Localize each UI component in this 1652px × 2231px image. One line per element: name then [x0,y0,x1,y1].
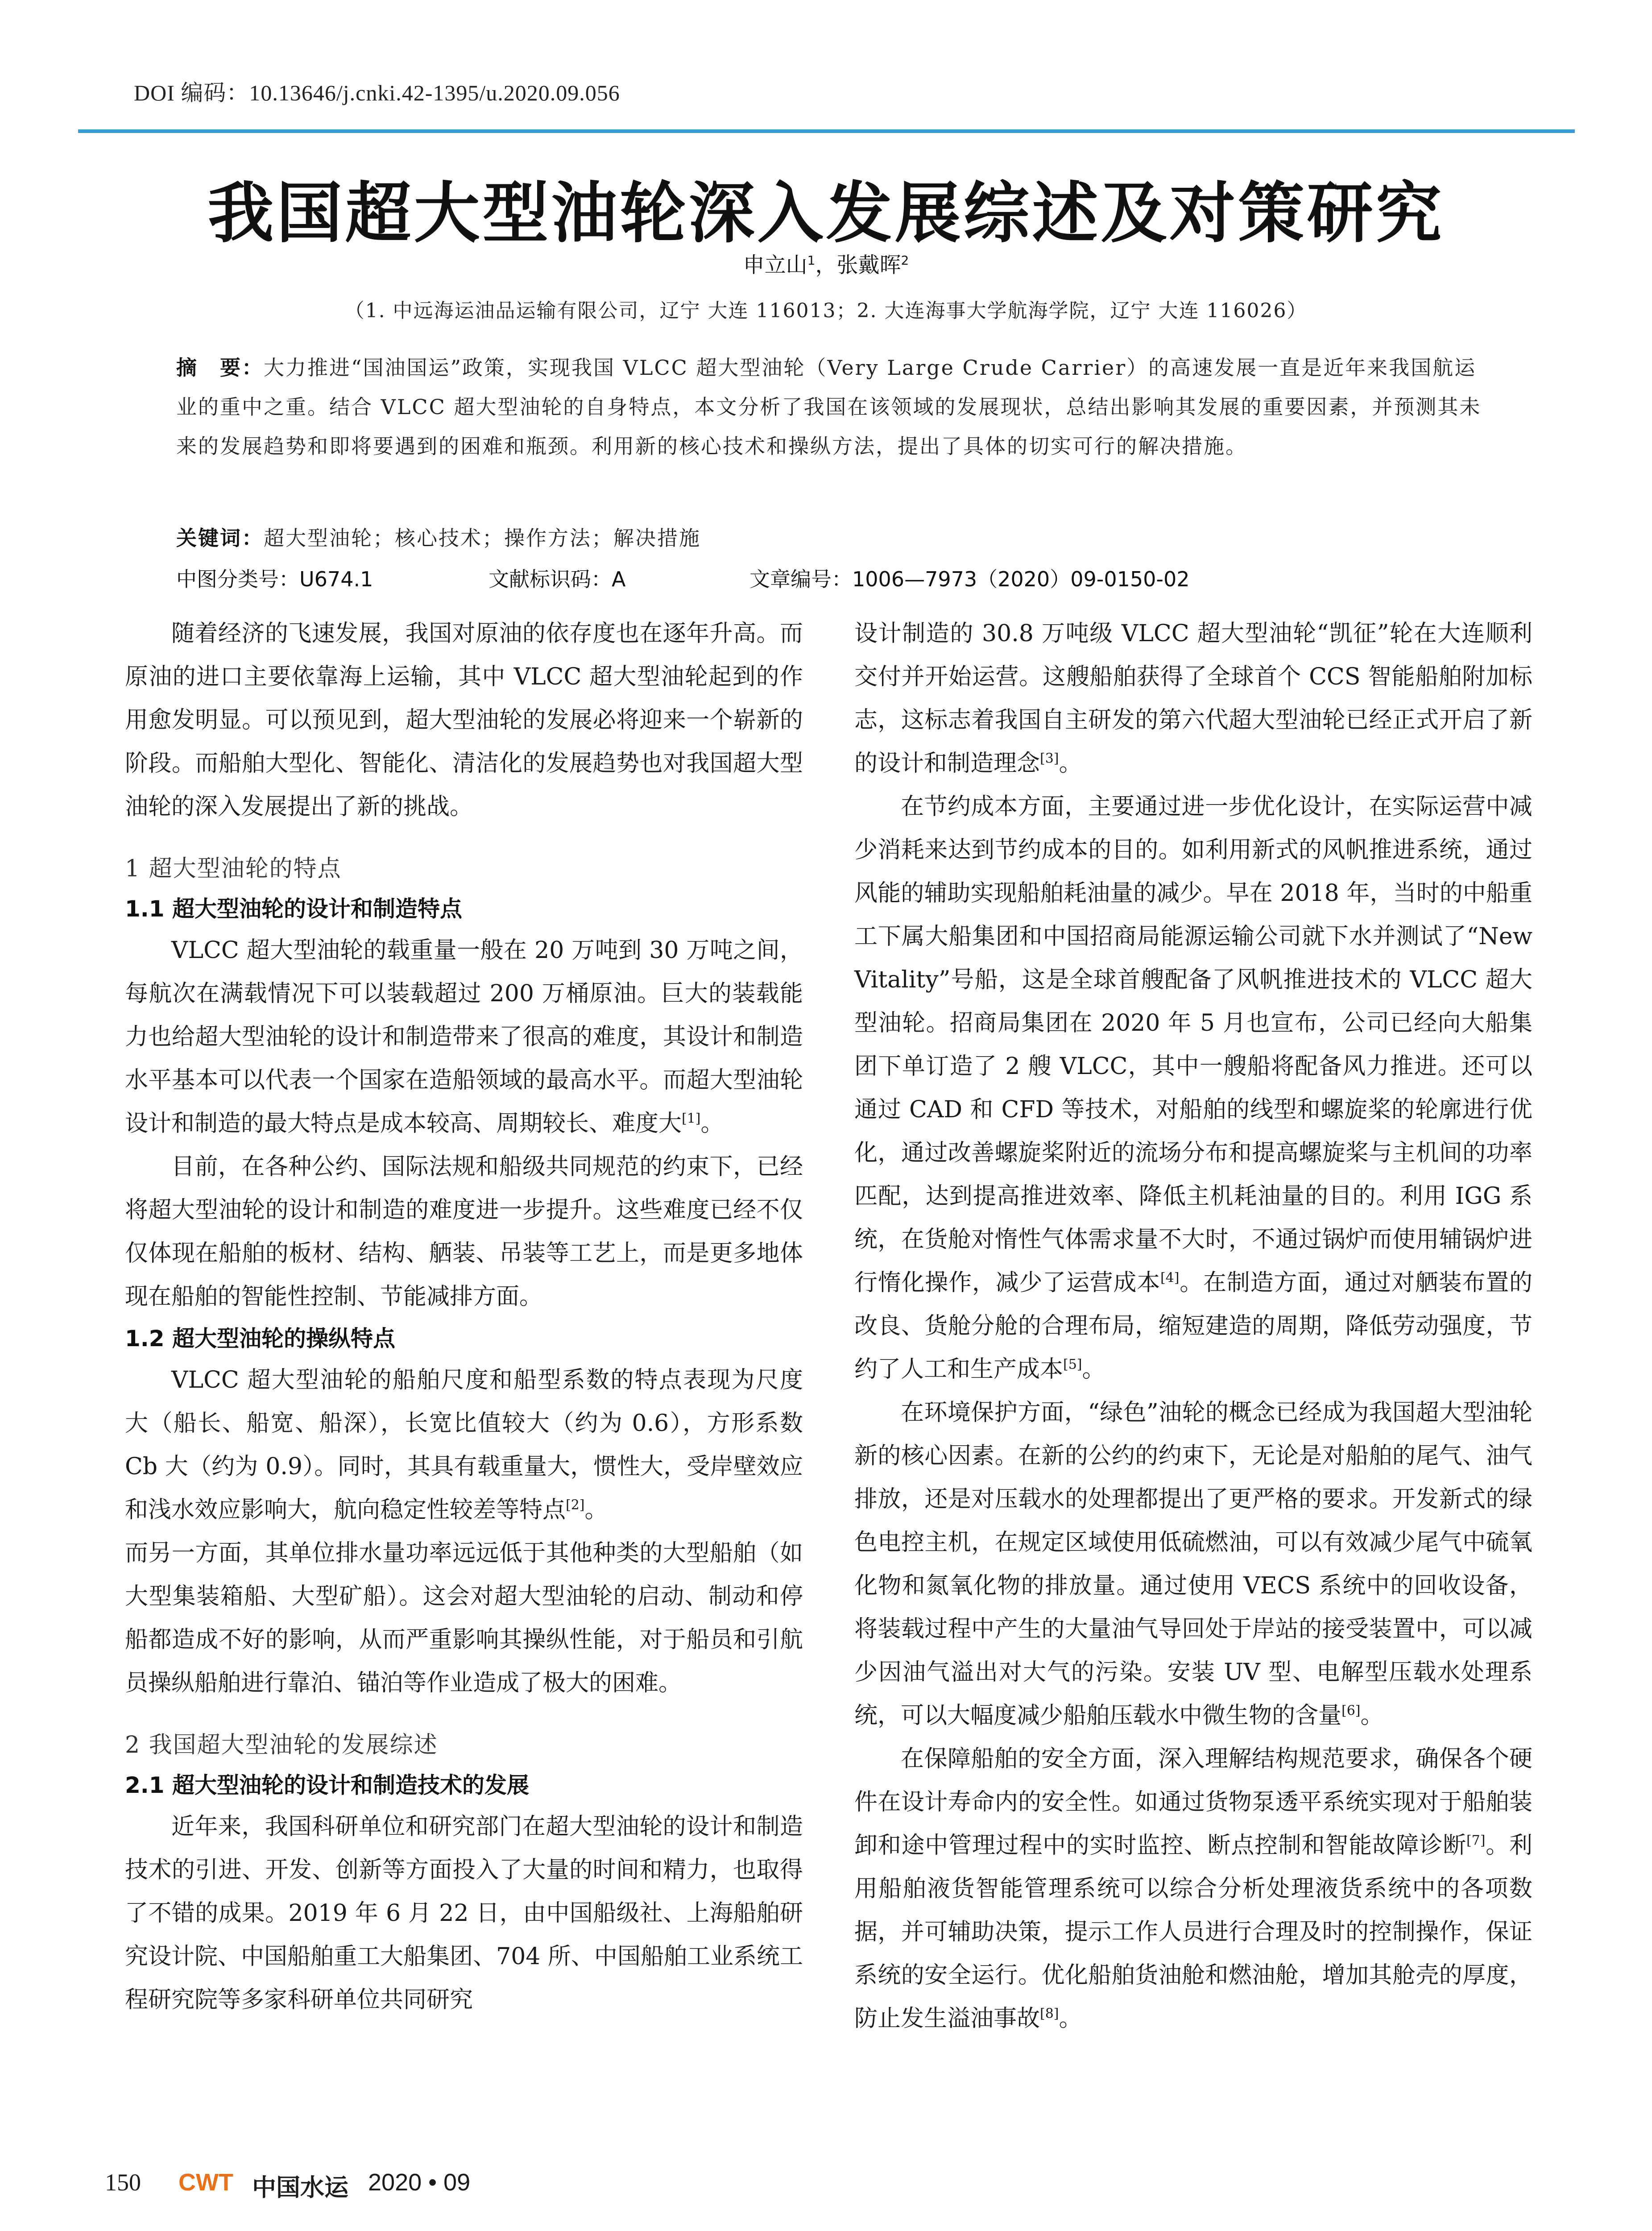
paragraph-text: 。 [1360,1702,1384,1729]
abstract [176,348,1483,466]
citation-ref: [4] [1160,1270,1180,1286]
section-heading: 2 我国超大型油轮的发展综述 [125,1732,438,1758]
citation-ref: [5] [1063,1356,1082,1373]
paragraph-text: 。 [1059,2005,1082,2032]
paragraph-text: 在节约成本方面，主要通过进一步优化设计，在实际运营中减少消耗来达到节约成本的目的。如利用新式的风帆推进系统，通过风能的辅助实现船舶耗油量的减少。早在 2018 年，当时的中船重工下属大船集团和中国招商局能源运输公司就下水并测试了“New Vitality”号船，这是全球首艘配备了风帆推进技术的 VLCC 超大型油轮。招商局集团在 2020 年 5 月也宣布，公司已经向大船集团下单订造了 2 艘 VLCC，其中一艘船将配备风力推进。还可以通过 CAD 和 CFD 等技术，对船舶的线型和螺旋桨的轮廓进行优化，通过改善螺旋桨附近的流场分布和提高螺旋桨与主机间的功率匹配，达到提高推进效率、降低主机耗油量的目的。利用 IGG 系统，在货舱对惰性气体需求量不大时，不通过锅炉而使用辅锅炉进行惰化操作，减少了运营成本 [854,793,1532,1296]
author-affil-mark: 1 [807,253,816,268]
paragraph-text: 。 [584,1497,608,1523]
citation-ref: [8] [1040,2006,1059,2022]
page-number: 150 [105,2169,141,2196]
body-paragraph: 随着经济的飞速发展，我国对原油的依存度也在逐年升高。而原油的进口主要依靠海上运输，其中 VLCC 超大型油轮起到的作用愈发明显。可以预见到，超大型油轮的发展必将迎来一个崭新的阶段。而船舶大型化、智能化、清洁化的发展趋势也对我国超大型油轮的深入发展提出了新的挑战。 [125,620,803,820]
paragraph-text: 设计制造的 30.8 万吨级 VLCC 超大型油轮“凯征”轮在大连顺利交付并开始运营。这艘船舶获得了全球首个 CCS 智能船舶附加标志，这标志着我国自主研发的第六代超大型油轮已经正式开启了新的设计和制造理念 [854,620,1532,777]
body-paragraph [854,1738,1532,2040]
paragraph-text: 在环境保护方面，“绿色”油轮的概念已经成为我国超大型油轮新的核心因素。在新的公约的约束下，无论是对船舶的尾气、油气排放，还是对压载水的处理都提出了更严格的要求。开发新式的绿色电控主机，在规定区域使用低硫燃油，可以有效减少尾气中硫氧化物和氮氧化物的排放量。通过使用 VECS 系统中的回收设备，将装载过程中产生的大量油气导回处于岸站的接受装置中，可以减少因油气溢出对大气的污染。安装 UV 型、电解型压载水处理系统，可以大幅度减少船舶压载水中微生物的含量 [854,1399,1532,1729]
keywords-label: 关键词： [176,526,264,550]
paragraph-text: 。 [700,1110,724,1137]
section-heading: 1 超大型油轮的特点 [125,855,342,882]
body-paragraph [125,1359,803,1532]
subsection-heading: 2.1 超大型油轮的设计和制造技术的发展 [125,1772,529,1798]
body-paragraph [854,1391,1532,1738]
paragraph-text: 。 [1082,1356,1105,1383]
paragraph-text: 。在制造方面，通过对舾装布置的改良、货舱分舱的合理布局，缩短建造的周期，降低劳动强度，节约了人工和生产成本 [854,1269,1532,1383]
author-name: 张戴晖 [836,253,901,278]
header-rule [78,129,1575,133]
subsection-heading: 1.1 超大型油轮的设计和制造特点 [125,896,462,922]
author-affil-mark: 2 [901,253,909,268]
body-paragraph: 而另一方面，其单位排水量功率远远低于其他种类的大型船舶（如大型集装箱船、大型矿船）。这会对超大型油轮的启动、制动和停船都造成不好的影响，从而严重影响其操纵性能，对于船员和引航员操纵船舶进行靠泊、锚泊等作业造成了极大的困难。 [125,1540,803,1696]
body-paragraph: 目前，在各种公约、国际法规和船级共同规范的约束下，已经将超大型油轮的设计和制造的难度进一步提升。这些难度已经不仅仅体现在船舶的板材、结构、舾装、吊装等工艺上，而是更多地体现在船舶的智能性控制、节能减排方面。 [125,1153,803,1310]
paragraph-text: VLCC 超大型油轮的船舶尺度和船型系数的特点表现为尺度大（船长、船宽、船深），长宽比值较大（约为 0.6），方形系数 Cb 大（约为 0.9）。同时，其具有载重量大，惯性大，受岸壁效应和浅水效应影响大，航向稳定性较差等特点 [125,1367,803,1523]
keywords [176,522,1483,552]
citation-ref: [6] [1341,1703,1361,1719]
abstract-text: 大力推进“国油国运”政策，实现我国 VLCC 超大型油轮（Very Large Crude Carrier）的高速发展一直是近年来我国航运业的重中之重。结合 VLCC 超大型油轮的自身特点，本文分析了我国在该领域的发展现状，总结出影响其发展的重要因素，并预测其未来的发展趋势和即将要遇到的困难和瓶颈。利用新的核心技术和操纵方法，提出了具体的切实可行的解决措施。 [176,356,1482,458]
citation-ref: [1] [682,1111,701,1127]
article-number: 文章编号：1006—7973（2020）09-0150-02 [749,567,1190,591]
citation-ref: [2] [566,1497,585,1513]
body-paragraph [125,929,803,1145]
body-paragraph: 近年来，我国科研单位和研究部门在超大型油轮的设计和制造技术的引进、开发、创新等方面投入了大量的时间和精力，也取得了不错的成果。2019 年 6 月 22 日，由中国船级社、上海船舶研究设计院、中国船舶重工大船集团、704 所、中国船舶工业系统工程研究院等多家科研单位共同研究 [125,1813,803,2013]
right-column [854,612,1532,2040]
journal-logo: CWT [178,2169,233,2196]
author-name: 申立山 [743,253,807,278]
paragraph-text: 在保障船舶的安全方面，深入理解结构规范要求，确保各个硬件在设计寿命内的安全性。如通过货物泵透平系统实现对于船舶装卸和途中管理过程中的实时监控、断点控制和智能故障诊断 [854,1746,1532,1859]
author-separator: ， [815,253,837,278]
issue-label: 2020 • 09 [368,2169,471,2196]
keywords-text: 超大型油轮；核心技术；操作方法；解决措施 [264,526,701,550]
affiliations: （1. 中远海运油品运输有限公司，辽宁 大连 116013；2. 大连海事大学航海学院，辽宁 大连 116026） [344,299,1308,322]
paragraph-text: 。利用船舶液货智能管理系统可以综合分析处理液货系统中的各项数据，并可辅助决策，提示工作人员进行合理及时的控制操作，保证系统的安全运行。优化船舶货油舱和燃油舱，增加其舱壳的厚度，防止发生溢油事故 [854,1832,1532,2032]
paragraph-text: VLCC 超大型油轮的载重量一般在 20 万吨到 30 万吨之间，每航次在满载情况下可以装载超过 200 万桶原油。巨大的装载能力也给超大型油轮的设计和制造带来了很高的难度，其设计和制造水平基本可以代表一个国家在造船领域的最高水平。而超大型油轮设计和制造的最大特点是成本较高、周期较长、难度大 [125,937,803,1137]
doi-line: DOI 编码：10.13646/j.cnki.42-1395/u.2020.09.056 [134,80,620,105]
body-paragraph [854,612,1532,785]
article-title: 我国超大型油轮深入发展综述及对策研究 [207,175,1445,252]
authors [0,248,1652,278]
document-code: 文献标识码：A [489,567,626,591]
left-column [125,612,803,2022]
citation-ref: [3] [1040,751,1059,767]
paragraph-text: 。 [1059,750,1082,777]
clc-number: 中图分类号：U674.1 [176,567,373,591]
subsection-heading: 1.2 超大型油轮的操纵特点 [125,1326,395,1352]
journal-name: 中国水运 [252,2173,348,2202]
citation-ref: [7] [1466,1833,1486,1849]
abstract-label: 摘 要： [176,356,264,380]
body-paragraph [854,785,1532,1391]
